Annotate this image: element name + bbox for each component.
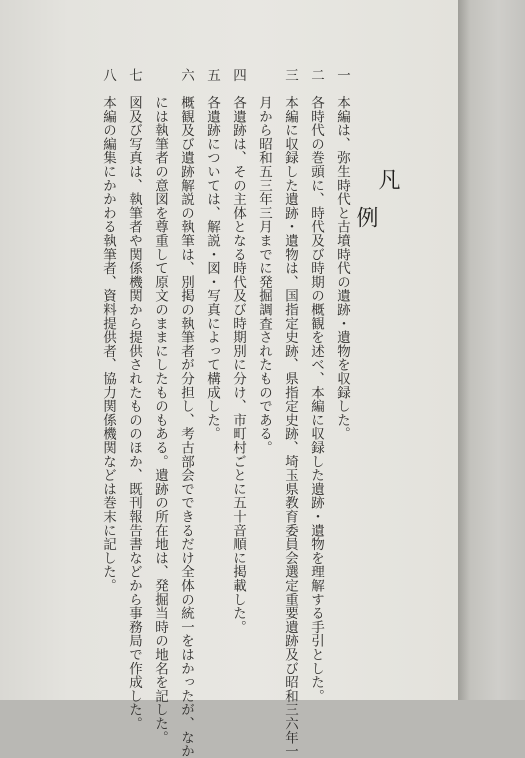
text-column-7: 六 概観及び遺跡解説の執筆は、別掲の執筆者が分担し、考古部会でできるだけ全体の統一をはかったが、なか <box>178 68 194 758</box>
page-edge <box>458 0 525 700</box>
text-column-4: 月から昭和五三年三月までに発掘調査されたものである。 <box>256 68 272 455</box>
text-column-9: 七 図及び写真は、執筆者や関係機関から提供されたもののほか、既刊報告書などから事務局で作成した。 <box>126 68 142 731</box>
text-column-6: 五 各遺跡については、解説・図・写真によって構成した。 <box>204 68 220 441</box>
title-char-1: 凡 <box>375 168 400 190</box>
text-column-5: 四 各遺跡は、その主体となる時代及び時期別に分け、市町村ごとに五十音順に掲載した。 <box>230 68 246 634</box>
page-title <box>354 168 398 228</box>
title-char-2: 例 <box>353 206 378 228</box>
text-column-1: 一 本編は、弥生時代と古墳時代の遺跡・遺物を収録した。 <box>334 68 350 441</box>
text-column-8: には執筆者の意図を尊重して原文のままにしたものもある。遺跡の所在地は、発掘当時の地名を記した。 <box>152 68 168 745</box>
text-column-10: 八 本編の編集にかかわる執筆者、資料提供者、協力関係機関などは巻末に記した。 <box>100 68 116 593</box>
text-column-2: 二 各時代の巻頭に、時代及び時期の概観を述べ、本編に収録した遺跡・遺物を理解する手引とした。 <box>308 68 324 703</box>
text-column-3: 三 本編に収録した遺跡・遺物は、国指定史跡、県指定史跡、埼玉県教育委員会選定重要遺跡及び昭和三六年一 <box>282 68 298 758</box>
